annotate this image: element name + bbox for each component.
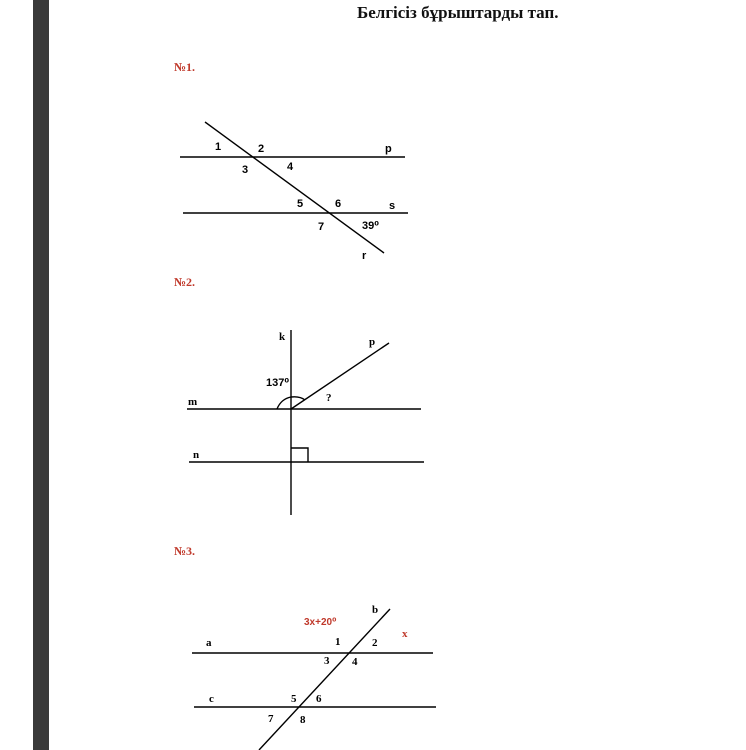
fig1-label-p: p [385, 143, 392, 155]
fig2-line-p [291, 343, 389, 409]
fig3-angle-5: 5 [291, 693, 297, 705]
fig1-angle-4: 4 [287, 161, 294, 173]
task-1-label: №1. [174, 60, 196, 74]
fig1-angle-1: 1 [215, 141, 222, 153]
fig3-label-a: a [206, 637, 212, 649]
fig1-angle-6: 6 [335, 198, 342, 210]
fig1-angle-2: 2 [258, 143, 265, 155]
figure-2 [187, 330, 424, 515]
fig3-label-c: c [209, 693, 214, 705]
fig3-angle-2: 2 [372, 637, 378, 649]
page-title: Белгісіз бұрыштарды тап. [357, 3, 559, 22]
task-2-label: №2. [174, 275, 196, 289]
fig3-angle-3: 3 [324, 655, 330, 667]
fig1-given-angle: 39⁰ [362, 220, 380, 232]
fig3-angle-1: 1 [335, 636, 341, 648]
fig3-label-b: b [372, 604, 379, 616]
fig3-line-b [259, 609, 390, 750]
fig1-label-r: r [362, 250, 367, 262]
fig3-angle-7: 7 [268, 713, 274, 725]
fig1-angle-3: 3 [242, 164, 249, 176]
fig1-angle-7: 7 [318, 221, 325, 233]
fig1-line-r [205, 122, 384, 253]
fig2-given-angle: 137⁰ [266, 377, 290, 389]
fig3-unknown-x: x [402, 628, 408, 640]
fig2-unknown-angle: ? [326, 392, 332, 404]
fig3-angle-4: 4 [352, 656, 358, 668]
fig3-expression: 3x+20⁰ [304, 617, 337, 628]
figure-3 [192, 609, 436, 750]
fig3-angle-8: 8 [300, 714, 306, 726]
fig2-label-m: m [188, 396, 198, 408]
fig1-angle-5: 5 [297, 198, 304, 210]
task-3-label: №3. [174, 544, 196, 558]
fig2-right-angle-mark [291, 448, 308, 462]
fig2-label-k: k [279, 331, 286, 343]
fig3-angle-6: 6 [316, 693, 322, 705]
fig2-label-n: n [193, 449, 200, 461]
fig2-label-p: p [369, 336, 376, 348]
fig1-label-s: s [389, 200, 396, 212]
